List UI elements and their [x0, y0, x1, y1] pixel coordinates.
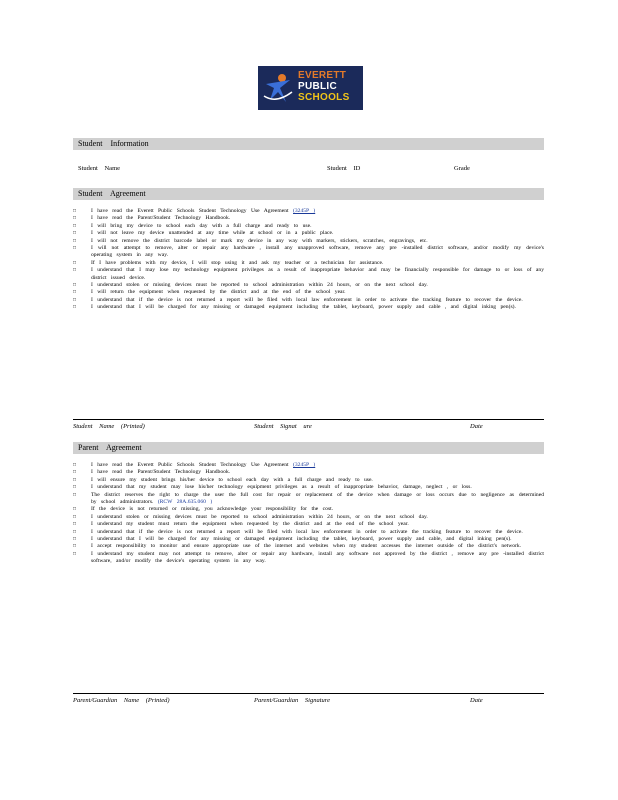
- agreement-item: [73, 462, 544, 469]
- agreement-item-text: [91, 215, 544, 222]
- district-logo: [258, 66, 363, 110]
- agreement-item-body: I will not attempt to remove, alter or repair any hardware , install any unapproved software, remove any pre -installed district software, and/or modify my device's operating system in any way.: [91, 245, 544, 259]
- star-figure-icon: [262, 70, 296, 106]
- checkbox-bullet-icon: □: [73, 209, 77, 214]
- agreement-item-body: I accept responsibility to monitor and ensure appropriate use of the internet and websites when my student accesses the internet outside of the district's network.: [91, 543, 522, 550]
- checkbox-bullet-icon: □: [73, 551, 77, 557]
- agreement-item-body: I understand that I will be charged for any missing or damaged equipment including the tablet, keyboard, power supply and cable, and digital inking pen(s).: [91, 536, 512, 543]
- agreement-item-body: I will not remove the district barcode label or mark my device in any way with markers, stickers, scratches, engravings, etc.: [91, 237, 428, 244]
- student-agreement-list: [73, 208, 544, 312]
- agreement-item: [73, 230, 544, 237]
- agreement-item-text: [91, 238, 544, 245]
- checkbox-bullet-icon: □: [73, 492, 77, 498]
- agreement-item-body: I understand that I will be charged for any missing or damaged equipment including the tablet, keyboard, power supply and cable , and digital inking pen(s).: [91, 304, 516, 311]
- grade-label: Grade: [454, 165, 470, 172]
- student-date-label: Date: [470, 423, 483, 430]
- checkbox-bullet-icon: □: [73, 514, 77, 520]
- agreement-item: [73, 543, 544, 550]
- checkbox-bullet-icon: □: [73, 507, 77, 513]
- agreement-item-text: [91, 529, 544, 536]
- parent-signature-line: [73, 693, 544, 694]
- checkbox-bullet-icon: □: [73, 522, 77, 528]
- agreement-item-text: [91, 484, 544, 491]
- agreement-item-body: I understand my student must return the equipment when requested by the district and at the end of the school year.: [91, 521, 409, 528]
- agreement-item-body: If the device is not returned or missing, you acknowledge your responsibility for the cost.: [91, 506, 334, 513]
- student-signature-label: Student Signat ure: [254, 423, 312, 430]
- agreement-item-body: I will return the equipment when requested by the district and at the end of the school year.: [91, 289, 346, 296]
- agreement-item-text: [91, 230, 544, 237]
- logo-line-3: SCHOOLS: [298, 92, 350, 103]
- student-id-label: Student ID: [327, 165, 361, 172]
- agreement-item: [73, 469, 544, 476]
- agreement-item-text: [91, 521, 544, 528]
- agreement-item: [73, 492, 544, 507]
- agreement-item-body: I will ensure my student brings his/her device to school each day with a full charge and ready to use.: [91, 476, 373, 483]
- checkbox-bullet-icon: □: [73, 537, 77, 543]
- agreement-item-text: [91, 462, 544, 469]
- agreement-item-text: [91, 208, 544, 215]
- agreement-item-body: I will bring my device to school each day with a full charge and ready to use.: [91, 222, 312, 229]
- checkbox-bullet-icon: □: [73, 297, 77, 303]
- agreement-item-body: I have read the Parent/Student Technology Handbook.: [91, 469, 231, 476]
- agreement-item-body: I have read the Parent/Student Technology Handbook.: [91, 215, 231, 222]
- policy-link[interactable]: (3245P ): [293, 462, 316, 468]
- agreement-item-text: [91, 289, 544, 296]
- student-printed-name-label: Student Name (Printed): [73, 423, 145, 430]
- agreement-item: [73, 245, 544, 260]
- parent-date-label: Date: [470, 697, 483, 704]
- checkbox-bullet-icon: □: [73, 283, 77, 289]
- checkbox-bullet-icon: □: [73, 260, 77, 266]
- checkbox-bullet-icon: □: [73, 529, 77, 535]
- agreement-item: [73, 529, 544, 536]
- student-information-heading: Student Information: [73, 138, 544, 150]
- agreement-item-body: I understand stolen or missing devices must be reported to school administration within 24 hours, or on the next school day.: [91, 282, 428, 289]
- checkbox-bullet-icon: □: [73, 216, 77, 222]
- checkbox-bullet-icon: □: [73, 246, 77, 252]
- agreement-item-text: [91, 506, 544, 513]
- agreement-item-text: [91, 551, 544, 566]
- agreement-item: [73, 304, 544, 311]
- agreement-item-body: I understand that I may lose my technology equipment privileges as a result of inappropriate behavior and may be financially responsible for damage to or loss of any district issued device.: [91, 267, 544, 281]
- agreement-item: [73, 289, 544, 296]
- checkbox-bullet-icon: □: [73, 238, 77, 244]
- student-agreement-heading: Student Agreement: [73, 188, 544, 200]
- parent-agreement-heading: Parent Agreement: [73, 442, 544, 454]
- checkbox-bullet-icon: □: [73, 268, 77, 274]
- agreement-item-text: [91, 245, 544, 260]
- agreement-item-text: [91, 543, 544, 550]
- checkbox-bullet-icon: □: [73, 470, 77, 476]
- agreement-item-body: I understand that if the device is not returned a report will be filed with local law enforcement in order to activate the tracking feature to recover the device.: [91, 296, 523, 303]
- agreement-item-text: [91, 492, 544, 507]
- checkbox-bullet-icon: □: [73, 305, 77, 311]
- agreement-item-text: [91, 223, 544, 230]
- checkbox-bullet-icon: □: [73, 485, 77, 491]
- agreement-item: [73, 223, 544, 230]
- agreement-item-body: I have read the Everett Public Schools Student Technology Use Agreement: [91, 208, 289, 214]
- logo-line-1: EVERETT: [298, 70, 347, 81]
- agreement-item: [73, 238, 544, 245]
- parent-signature-label: Parent/Guardian Signature: [254, 697, 330, 704]
- agreement-item-text: [91, 469, 544, 476]
- student-name-label: Student Name: [78, 165, 121, 172]
- checkbox-bullet-icon: □: [73, 231, 77, 237]
- agreement-item-body: I understand that if the device is not returned a report will be filed with local law enforcement in order to activate the tracking feature to recover the device.: [91, 528, 523, 535]
- checkbox-bullet-icon: □: [73, 544, 77, 550]
- agreement-item-body: I have read the Everett Public Schools Student Technology Use Agreement: [91, 462, 289, 468]
- agreement-item: [73, 521, 544, 528]
- agreement-item-body: I understand stolen or missing devices must be reported to school administration within 24 hours, or on the next school day.: [91, 513, 428, 520]
- checkbox-bullet-icon: □: [73, 223, 77, 229]
- parent-printed-name-label: Parent/Guardian Name (Printed): [73, 697, 170, 704]
- agreement-item: [73, 208, 544, 215]
- agreement-item: [73, 215, 544, 222]
- parent-agreement-list: [73, 462, 544, 566]
- rcw-reference: (RCW 28A.635.060 ): [157, 499, 213, 506]
- agreement-item: [73, 506, 544, 513]
- policy-link[interactable]: (3245P ): [293, 208, 316, 214]
- student-signature-line: [73, 419, 544, 420]
- agreement-item-body: I will not leave my device unattended at any time while at school or in a public place.: [91, 230, 334, 237]
- checkbox-bullet-icon: □: [73, 477, 77, 483]
- agreement-item: [73, 484, 544, 491]
- agreement-item: [73, 551, 544, 566]
- agreement-item-body: I understand my student may not attempt to remove, alter or repair any hardware, install any software not approved by the district , remove any pre -installed district software, and/or modify the device's operating system in any way.: [91, 550, 544, 565]
- agreement-item: [73, 267, 544, 282]
- checkbox-bullet-icon: □: [73, 463, 77, 468]
- agreement-item-body: I understand that my student may lose his/her technology equipment privileges as a result of inappropriate behavior, damage, neglect , or loss.: [91, 484, 472, 491]
- agreement-item-body: The district reserves the right to charge the user the full cost for repair or replacement of the device when damage or loss occurs due to negligence as determined by school administrators.: [91, 491, 544, 506]
- agreement-item-body: If I have problems with my device, I will stop using it and ask my teacher or a technician for assistance.: [91, 259, 384, 266]
- checkbox-bullet-icon: □: [73, 290, 77, 296]
- agreement-item-text: [91, 267, 544, 282]
- logo-line-2: PUBLIC: [298, 81, 338, 92]
- agreement-item-text: [91, 304, 544, 311]
